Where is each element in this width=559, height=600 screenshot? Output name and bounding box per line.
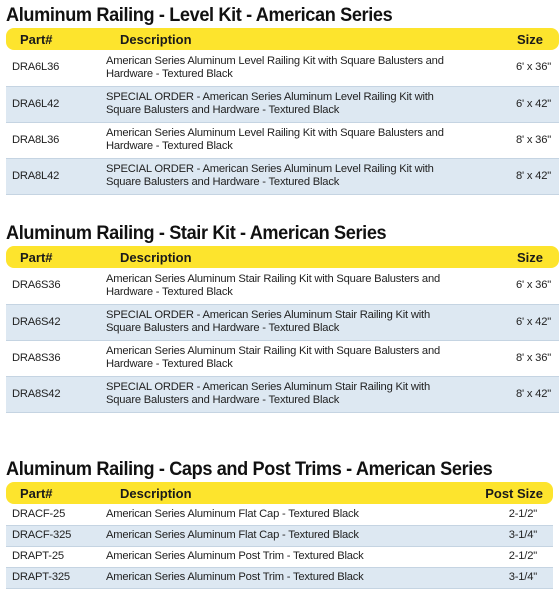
table-header-row bbox=[6, 246, 559, 268]
header-size: Size bbox=[516, 249, 543, 265]
header-size: Size bbox=[516, 31, 543, 47]
post-size: 3-1/4" bbox=[508, 529, 537, 541]
description: American Series Aluminum Post Trim - Textured Black bbox=[106, 550, 364, 562]
size: 8' x 42" bbox=[516, 169, 551, 182]
table-header-row bbox=[6, 482, 553, 504]
table-row bbox=[6, 567, 553, 588]
description: American Series Aluminum Level Railing Kit with Square Balusters and Hardware - Textured Black bbox=[106, 54, 444, 80]
description: SPECIAL ORDER - American Series Aluminum Level Railing Kit with Square Balusters and Hardware - Textured Black bbox=[106, 91, 434, 116]
part-number: DRA6L42 bbox=[12, 97, 60, 110]
size: 6' x 36" bbox=[516, 61, 551, 74]
description: SPECIAL ORDER - American Series Aluminum Stair Railing Kit with Square Balusters and Hardware - Textured Black bbox=[106, 309, 430, 334]
table-row bbox=[6, 50, 559, 86]
description: American Series Aluminum Post Trim - Textured Black bbox=[106, 571, 364, 583]
part-number: DRA6S36 bbox=[12, 279, 61, 292]
description: American Series Aluminum Level Railing Kit with Square Balusters and Hardware - Textured Black bbox=[106, 127, 444, 152]
table-row bbox=[6, 376, 559, 412]
header-description: Description bbox=[120, 485, 192, 501]
header-description: Description bbox=[120, 249, 192, 265]
part-number: DRA8S36 bbox=[12, 351, 61, 364]
table-row bbox=[6, 158, 559, 194]
part-number: DRA6S42 bbox=[12, 315, 61, 328]
part-number: DRACF-25 bbox=[12, 507, 66, 520]
size: 8' x 36" bbox=[516, 351, 551, 364]
part-number: DRA6L36 bbox=[12, 61, 60, 74]
description: American Series Aluminum Stair Railing Kit with Square Balusters and Hardware - Textured Black bbox=[106, 345, 440, 370]
part-number: DRAPT-325 bbox=[12, 571, 70, 583]
table-row bbox=[6, 268, 559, 304]
caps-trims-section bbox=[6, 458, 543, 589]
stair-kit-table bbox=[6, 246, 559, 413]
table-row bbox=[6, 525, 553, 546]
caps-trims-table bbox=[6, 482, 553, 589]
size: 6' x 36" bbox=[516, 279, 551, 292]
part-number: DRAPT-25 bbox=[12, 550, 64, 562]
part-number: DRA8L42 bbox=[12, 169, 60, 182]
level-kit-section bbox=[6, 4, 551, 195]
header-part: Part# bbox=[20, 485, 53, 501]
description: SPECIAL ORDER - American Series Aluminum Level Railing Kit with Square Balusters and Hardware - Textured Black bbox=[106, 163, 434, 188]
size: 6' x 42" bbox=[516, 315, 551, 328]
description: SPECIAL ORDER - American Series Aluminum Stair Railing Kit with Square Balusters and Hardware - Textured Black bbox=[106, 381, 430, 406]
table-header-row bbox=[6, 28, 559, 50]
table-row bbox=[6, 86, 559, 122]
table-row bbox=[6, 340, 559, 376]
header-post-size: Post Size bbox=[485, 485, 543, 501]
description: American Series Aluminum Stair Railing Kit with Square Balusters and Hardware - Textured Black bbox=[106, 272, 440, 298]
stair-kit-section bbox=[6, 222, 551, 413]
description: American Series Aluminum Flat Cap - Textured Black bbox=[106, 507, 359, 520]
post-size: 2-1/2" bbox=[508, 507, 537, 520]
level-kit-table bbox=[6, 28, 559, 195]
table-row bbox=[6, 304, 559, 340]
part-number: DRA8S42 bbox=[12, 387, 61, 400]
header-part: Part# bbox=[20, 249, 53, 265]
size: 8' x 42" bbox=[516, 387, 551, 400]
table-row bbox=[6, 546, 553, 567]
post-size: 3-1/4" bbox=[508, 571, 537, 583]
caps-trims-title: Aluminum Railing - Caps and Post Trims - American Series bbox=[6, 458, 493, 480]
description: American Series Aluminum Flat Cap - Textured Black bbox=[106, 529, 359, 541]
level-kit-title: Aluminum Railing - Level Kit - American Series bbox=[6, 4, 393, 26]
header-description: Description bbox=[120, 31, 192, 47]
part-number: DRACF-325 bbox=[12, 529, 72, 541]
size: 6' x 42" bbox=[516, 97, 551, 110]
size: 8' x 36" bbox=[516, 133, 551, 146]
part-number: DRA8L36 bbox=[12, 133, 60, 146]
table-row bbox=[6, 122, 559, 158]
stair-kit-title: Aluminum Railing - Stair Kit - American Series bbox=[6, 222, 387, 244]
table-row bbox=[6, 504, 553, 525]
header-part: Part# bbox=[20, 31, 53, 47]
post-size: 2-1/2" bbox=[508, 550, 537, 562]
